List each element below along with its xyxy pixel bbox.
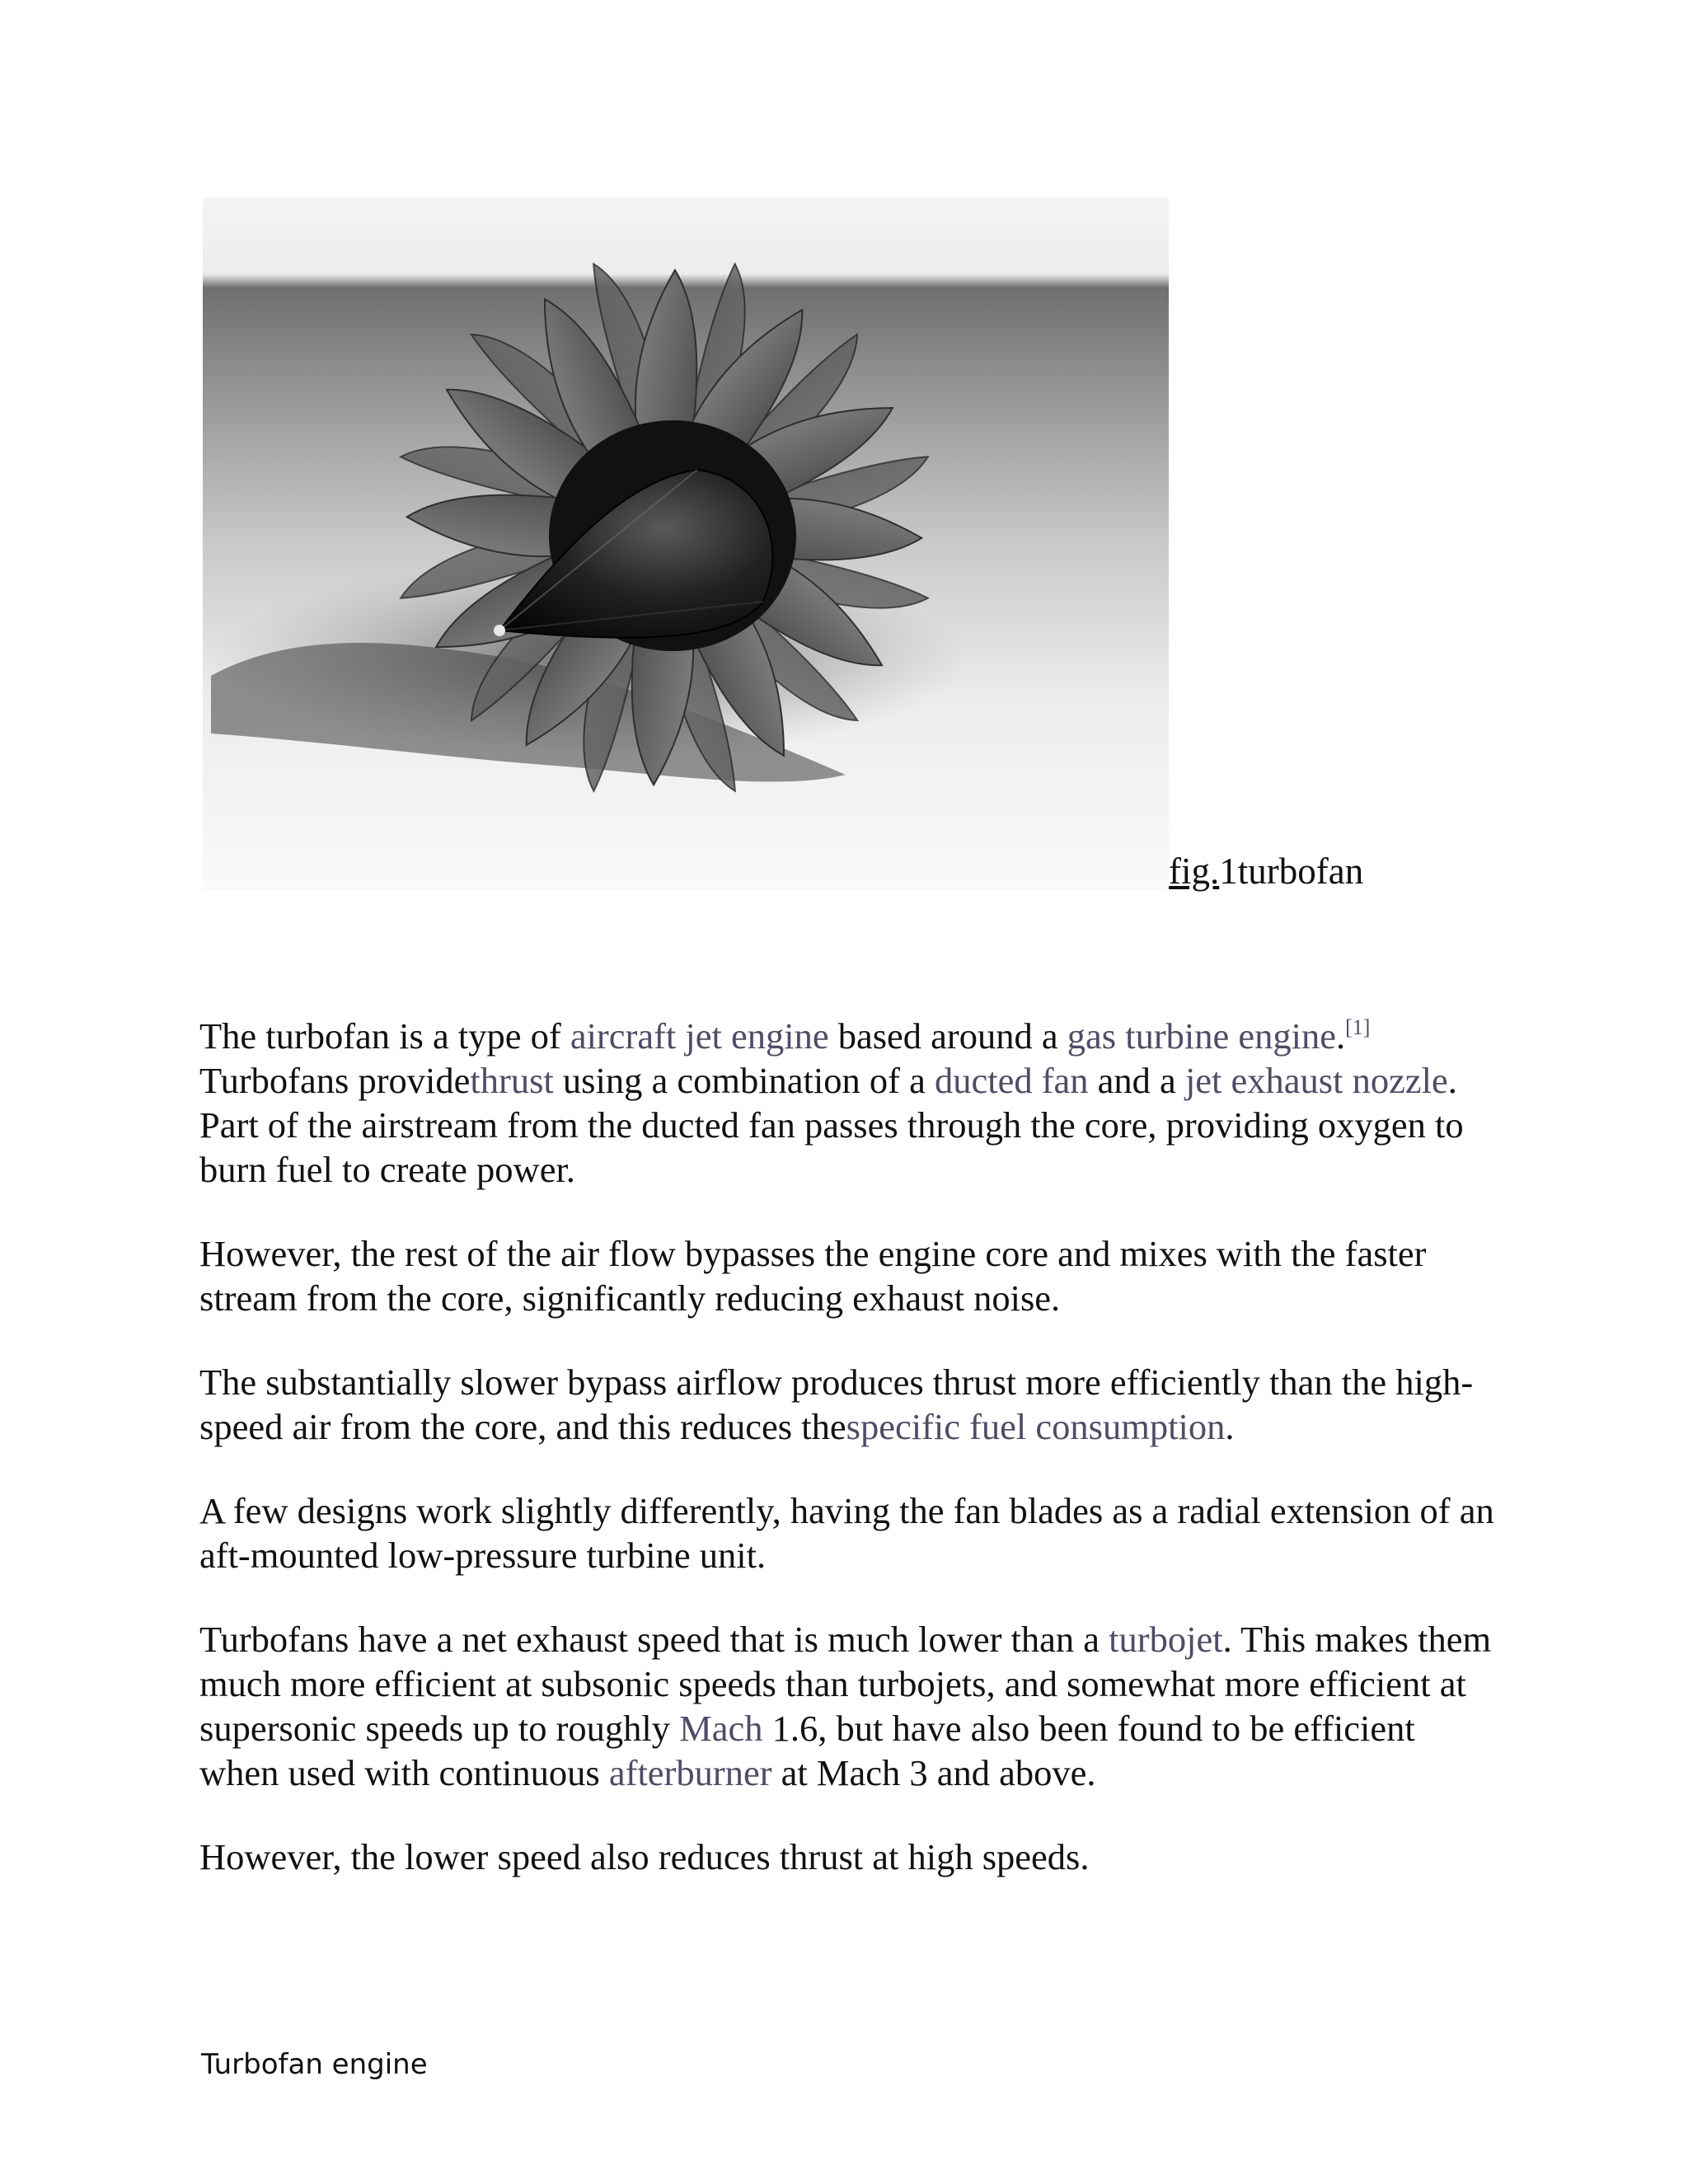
text-run: The substantially slower bypass airflow produces thrust more efficiently than the high-speed air from the core, and this reduces the bbox=[199, 1361, 1474, 1447]
turbofan-figure bbox=[203, 198, 1169, 890]
text-run: at Mach 3 and above. bbox=[771, 1752, 1096, 1793]
figure-caption-text: 1turbofan bbox=[1219, 851, 1364, 892]
paragraph bbox=[199, 1014, 1502, 1192]
paragraph bbox=[199, 1617, 1502, 1795]
text-run: A few designs work slightly differently, having the fan blades as a radial extension of an aft-mounted low-pressure turbine unit. bbox=[199, 1490, 1494, 1576]
inline-link[interactable]: afterburner bbox=[608, 1752, 772, 1793]
figure-caption-ref[interactable]: fig. bbox=[1169, 851, 1220, 892]
paragraph bbox=[199, 1231, 1502, 1320]
text-run: . Part of the airstream from the ducted fan passes through the core, providing oxygen to burn fuel to create power. bbox=[199, 1060, 1464, 1190]
text-run: based around a bbox=[828, 1015, 1067, 1057]
inline-link[interactable]: gas turbine engine bbox=[1067, 1015, 1336, 1057]
inline-link[interactable]: aircraft jet engine bbox=[570, 1015, 829, 1057]
inline-link[interactable]: Mach bbox=[679, 1708, 763, 1749]
paragraph bbox=[199, 1488, 1502, 1577]
inline-link[interactable]: specific fuel consumption bbox=[846, 1406, 1226, 1447]
figure-caption bbox=[1169, 849, 1363, 894]
text-run: Turbofans provide bbox=[199, 1060, 471, 1101]
text-run: using a combination of a bbox=[553, 1060, 935, 1101]
inline-link[interactable]: ducted fan bbox=[934, 1060, 1089, 1101]
citation-ref[interactable]: [1] bbox=[1345, 1015, 1371, 1039]
text-run: Turbofans have a net exhaust speed that is much lower than a bbox=[199, 1619, 1109, 1660]
text-run: However, the rest of the air flow bypasses the engine core and mixes with the faster stream from the core, significantly reducing exhaust noise. bbox=[199, 1233, 1427, 1319]
inline-link[interactable]: thrust bbox=[470, 1060, 554, 1101]
article-body bbox=[199, 1014, 1502, 1919]
turbofan-fan-rotor-image bbox=[203, 198, 1169, 890]
text-run: . bbox=[1336, 1015, 1346, 1057]
paragraph bbox=[199, 1360, 1502, 1449]
text-run: 1.6, but have also been found to be efficient when used with continuous bbox=[199, 1708, 1415, 1793]
page-footer: Turbofan engine bbox=[201, 2048, 428, 2081]
inline-link[interactable]: jet exhaust nozzle bbox=[1184, 1060, 1448, 1101]
inline-link[interactable]: turbojet bbox=[1109, 1619, 1223, 1660]
text-run: . bbox=[1225, 1406, 1235, 1447]
paragraph bbox=[199, 1835, 1502, 1879]
text-run: The turbofan is a type of bbox=[199, 1015, 570, 1057]
text-run: . This makes them much more efficient at subsonic speeds than turbojets, and somewhat more efficient at supersonic speeds up to roughly bbox=[199, 1619, 1492, 1749]
text-run: However, the lower speed also reduces thrust at high speeds. bbox=[199, 1836, 1090, 1877]
text-run: and a bbox=[1088, 1060, 1185, 1101]
